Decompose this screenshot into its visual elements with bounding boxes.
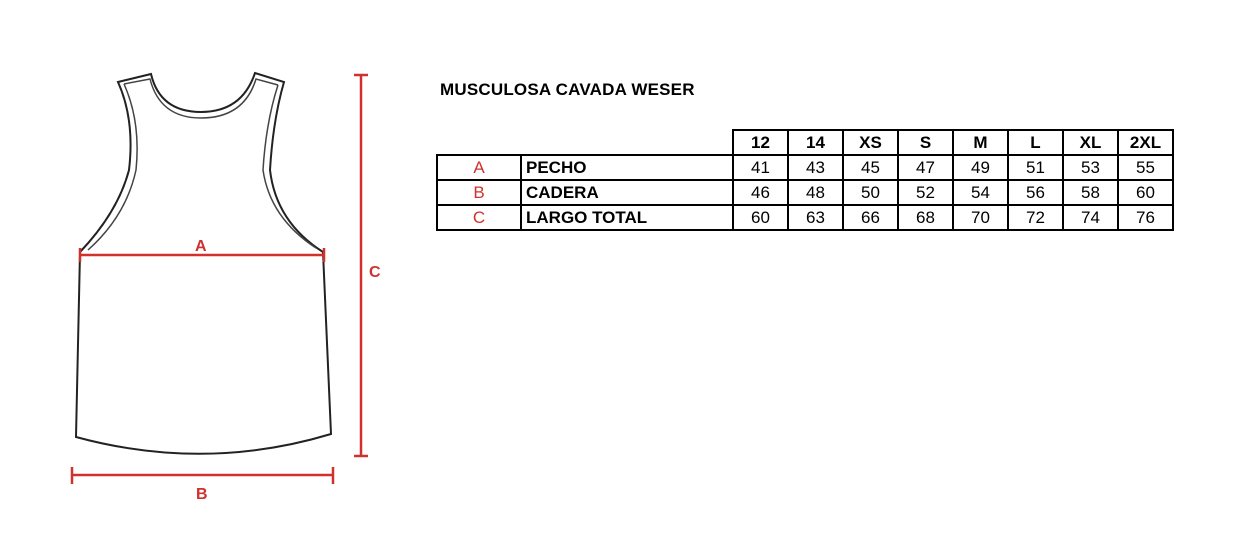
measure-value: 76 [1118,205,1173,230]
table-row [437,180,1173,205]
measure-value: 46 [733,180,788,205]
tank-top-diagram [0,0,420,535]
size-chart-table [436,129,1174,231]
dimension-c-label: C [369,264,381,281]
measure-value: 72 [1008,205,1063,230]
size-header: XS [843,130,898,155]
measure-value: 63 [788,205,843,230]
measure-value: 70 [953,205,1008,230]
size-header: 12 [733,130,788,155]
measure-value: 49 [953,155,1008,180]
size-header: M [953,130,1008,155]
measure-value: 45 [843,155,898,180]
measure-code: B [437,180,521,205]
measure-value: 54 [953,180,1008,205]
measure-value: 43 [788,155,843,180]
measure-value: 55 [1118,155,1173,180]
measure-value: 66 [843,205,898,230]
measure-value: 48 [788,180,843,205]
size-header: S [898,130,953,155]
measure-value: 56 [1008,180,1063,205]
dimension-b-label: B [196,486,208,503]
size-header: 14 [788,130,843,155]
size-header: 2XL [1118,130,1173,155]
measure-value: 41 [733,155,788,180]
measure-value: 60 [733,205,788,230]
measure-value: 53 [1063,155,1118,180]
measure-name: PECHO [521,155,733,180]
measure-value: 52 [898,180,953,205]
measure-name: LARGO TOTAL [521,205,733,230]
measure-value: 51 [1008,155,1063,180]
measure-code: A [437,155,521,180]
measure-value: 58 [1063,180,1118,205]
measure-name: CADERA [521,180,733,205]
tank-top-outline [76,73,331,454]
measure-value: 50 [843,180,898,205]
product-title: MUSCULOSA CAVADA WESER [440,80,695,99]
table-row [437,205,1173,230]
measure-value: 68 [898,205,953,230]
dimension-a-label: A [195,238,207,255]
measure-code: C [437,205,521,230]
size-header: XL [1063,130,1118,155]
measure-value: 74 [1063,205,1118,230]
measure-value: 47 [898,155,953,180]
measure-value: 60 [1118,180,1173,205]
size-header: L [1008,130,1063,155]
size-header-row [437,130,1173,155]
table-row [437,155,1173,180]
